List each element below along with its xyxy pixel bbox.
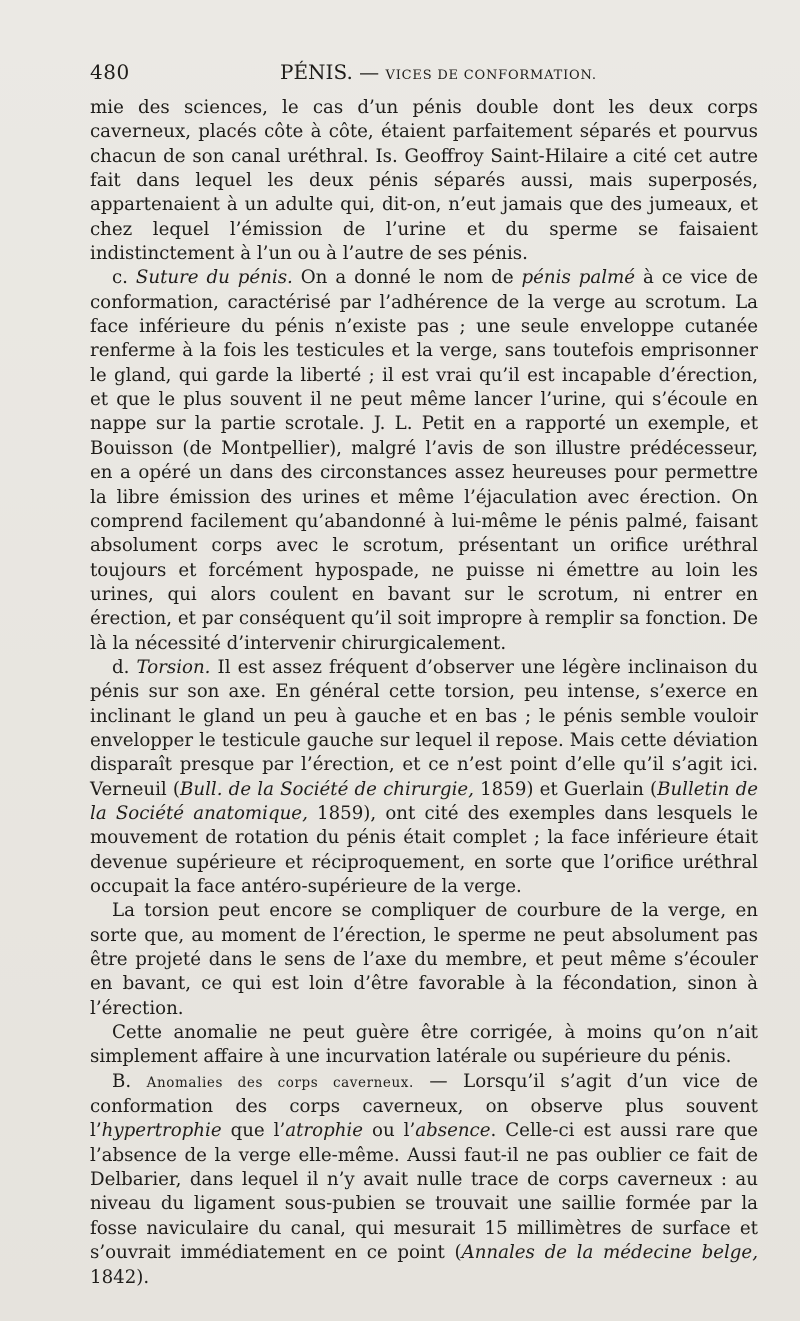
citation-bull-societe-chirurgie: Bull. de la Société de chirurgie, [180,778,474,800]
page-number: 480 [90,60,130,84]
paragraph-torsion-courbure: La torsion peut encore se compliquer de courbure de la verge, en sorte que, au moment de l’érection, le sperme ne peut absolument pas être projeté dans le sens de l’axe du membre, et peut même s’écouler en bavant, ce qui est loin d’être favorable à la fécondation, sinon à l’érection. [90,900,758,1019]
paragraph-continuation: mie des sciences, le cas d’un pénis double dont les deux corps caverneux, placés côte à côte, étaient parfaitement séparés et pourvus chacun de son canal uréthral. Is. Geoffroy Saint-Hilaire a cité cet autre fait dans lequel les deux pénis séparés aussi, mais superposés, appartenaient à un adulte qui, dit-on, n’eut jamais que des jumeaux, et chez lequel l’émission de l’urine et du sperme se faisaient indistinctement à l’un ou à l’autre de ses pénis. [90,97,758,265]
term-atrophie: atrophie [285,1120,364,1142]
running-head [280,60,597,84]
paragraph-corps-caverneux [90,1070,758,1290]
citation-bulletin-societe-anatomique: Bulletin de la Société anatomique, [90,778,758,824]
text-run: Il est assez fréquent d’observer une légère inclinaison du pénis sur son axe. En général cette torsion, peu intense, s’exerce en inclinant le gland un peu à gauche et en bas ; le pénis semble vouloir envelopper le testicule gauche sur lequel il repose. Mais cette déviation disparaît presque par l’érection, et ce n’est point d’elle qu’il s’agit ici. Verneuil ( [90,656,758,800]
running-head-subtitle: VICES DE CONFORMATION. [385,68,597,83]
page-header [90,60,760,88]
text-run: 1842). [90,1266,150,1288]
text-run: — Lorsqu’il s’agit d’un vice de conformation des corps caverneux, on observe plus souvent l’ [90,1070,758,1142]
text-run: . Celle-ci est aussi rare que l’absence de la verge elle-même. Aussi faut-il ne pas oublier ce fait de Delbarier, dans lequel il n’y avait nulle trace de corps caverneux : au niveau du ligament sous-pubien se trouvait une saillie formée par la fosse naviculaire du canal, qui mesurait 15 millimètres de surface et s’ouvrait immédiatement en ce point ( [90,1120,758,1264]
running-head-title: PÉNIS. [280,60,353,84]
citation-annales-medecine-belge: Annales de la médecine belge, [461,1242,758,1264]
term-hypertrophie: hypertrophie [101,1120,222,1142]
section-heading-corps-caverneux: Anomalies des corps caverneux. [146,1074,414,1091]
section-title-torsion: Torsion. [136,656,211,678]
term-absence: absence [415,1120,491,1142]
term-penis-palme: pénis palmé [521,267,636,289]
paragraph-anomalie: Cette anomalie ne peut guère être corrigée, à moins qu’on n’ait simplement affaire à une incurvation latérale ou supérieure du pénis. [90,1022,758,1068]
running-head-separator: — [352,60,386,84]
text-run: 1859), ont cité des exemples dans lesquels le mouvement de rotation du pénis était complet ; la face inférieure était devenue supérieure et réciproquement, en sorte que l’orifice uréthral occupait la face antéro-supérieure de la verge. [90,802,758,897]
body-text [90,96,758,1290]
text-run: à ce vice de conformation, caractérisé par l’adhérence de la verge au scrotum. La face inférieure du pénis n’existe pas ; une seule enveloppe cutanée renferme à la fois les testicules et la verge, sans toutefois emprisonner le gland, qui garde la liberté ; il est vrai qu’il est incapable d’érection, et que le plus souvent il ne peut même lancer l’urine, qui s’écoule en nappe sur la partie scrotale. J. L. Petit en a rapporté un exemple, et Bouisson (de Montpellier), malgré l’avis de son illustre prédécesseur, en a opéré un dans des circonstances assez heureuses pour permettre la libre émission des urines et même l’éjaculation avec érection. On comprend facilement qu’abandonné à lui-même le pénis palmé, faisant absolument corps avec le scrotum, présentant un orifice uréthral toujours et forcément hypospade, ne puisse ni émettre au loin les urines, qui alors coulent en bavant sur le scrotum, ni entrer en érection, et par conséquent qu’il soit impropre à remplir sa fonction. De là la nécessité d’intervenir chirurgicalement. [90,267,758,654]
text-run: 1859) et Guerlain ( [473,778,658,800]
text-run: On a donné le nom de [292,267,522,289]
paragraph-torsion [90,656,758,899]
paragraph-suture [90,266,758,656]
section-letter-b: B. [112,1070,147,1092]
section-title-suture: Suture du pénis. [135,267,293,289]
section-letter-d: d. [112,656,137,678]
text-run: que l’ [221,1120,286,1142]
text-run: ou l’ [363,1120,416,1142]
section-letter-c: c. [112,267,136,289]
